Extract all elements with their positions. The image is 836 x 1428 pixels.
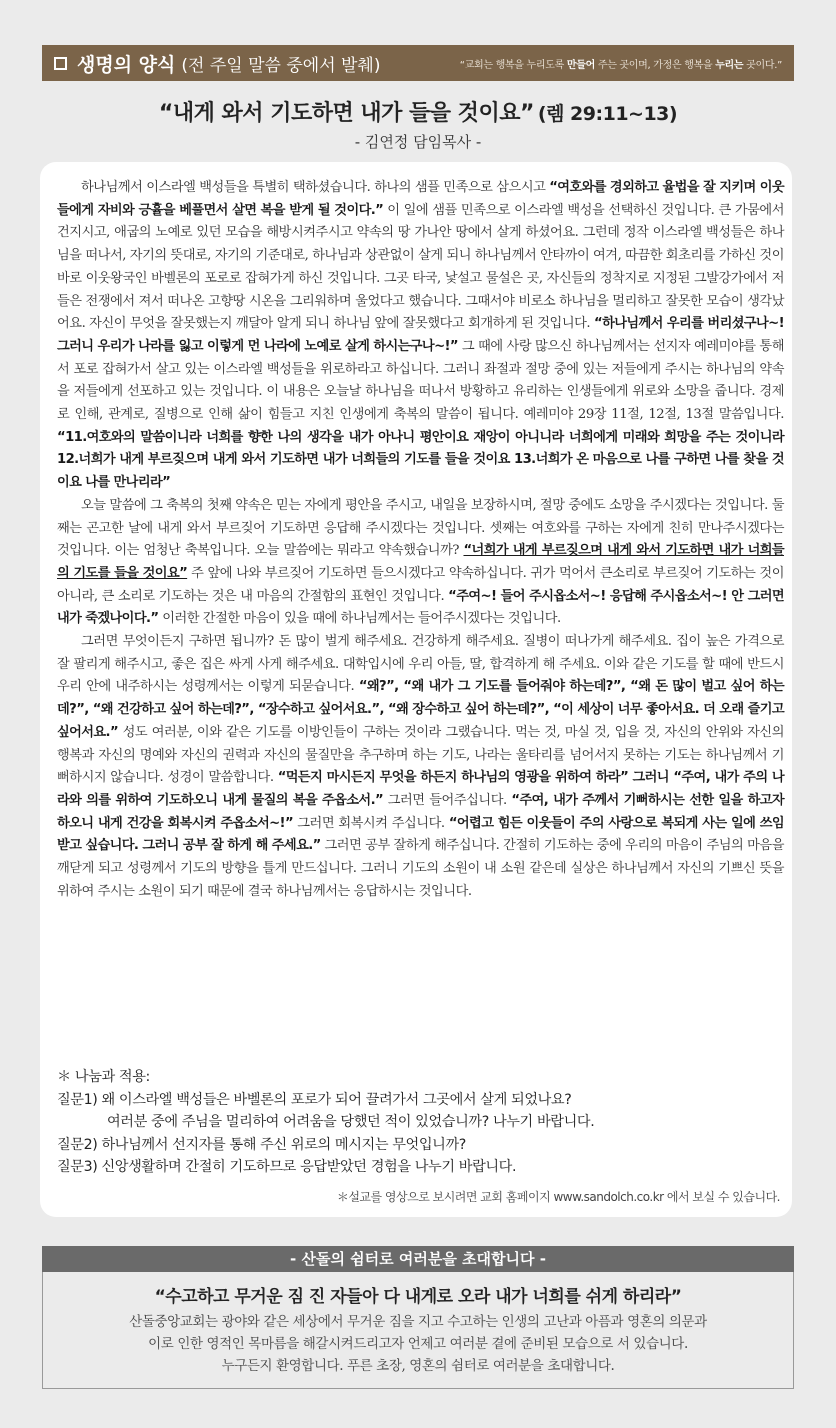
question-1-followup: 여러분 중에 주님을 멀리하여 어려움을 당했던 적이 있었습니까? 나누기 바랍니다. [107, 1114, 595, 1130]
question-3: 질문3) 신앙생활하며 간절히 기도하므로 응답받았던 경험을 나누기 바랍니다. [57, 1159, 517, 1175]
invite-line-3: 누구든지 환영합니다. 푸른 초장, 영혼의 쉼터로 여러분을 초대합니다. [221, 1358, 615, 1374]
video-note: ＊설교를 영상으로 보시려면 교회 홈페이지 www.sandolch.co.kr 에서 보실 수 있습니다. [336, 1190, 780, 1204]
question-1: 질문1) 왜 이스라엘 백성들은 바벨론의 포로가 되어 끌려가서 그곳에서 살게 되었나요? [57, 1091, 572, 1108]
invite-line-1: 산돌중앙교회는 광야와 같은 세상에서 무거운 짐을 지고 수고하는 인생의 고난과 아픔과 영혼의 의문과 [129, 1314, 707, 1330]
sermon-body [57, 177, 784, 904]
question-2: 질문2) 하나님께서 선지자를 통해 주신 위로의 메시지는 무엇입니까? [57, 1136, 466, 1153]
invite-quote: “수고하고 무거운 짐 진 자들아 다 내게로 오라 내가 너희를 쉬게 하리라” [154, 1287, 682, 1307]
invite-box [42, 1272, 794, 1389]
sermon-title-text: “내게 와서 기도하면 내가 들을 것이요” [158, 101, 534, 126]
discussion-questions [57, 1066, 784, 1179]
church-motto: “교회는 행복을 누리도록 만들어 주는 곳이며, 가정은 행복을 누리는 곳이다.” [459, 59, 782, 71]
paragraph-3: 그러면 무엇이든지 구하면 됩니까? 돈 많이 벌게 해주세요. 건강하게 해주세요. 질병이 떠나가게 해주세요. 집이 높은 가격으로 잘 팔리게 해주시고, 좋은 집은 싸게 사게 해주세요. 대학입시에 우리 아들, 딸, 합격하게 해 주세요. 이와 같은 기도를 할 때에 반드시 우리 안에 내주하시는 성령께서는 이렇게 되묻습니다. “왜?”, “왜 내가 그 기도를 들어줘야 하는데?”, “왜 돈 많이 벌고 싶어 하는데?”, “왜 건강하고 싶어 하는데?”, “장수하고 싶어서요.”, “왜 장수하고 싶어 하는데?”, “이 세상이 너무 좋아서요. 더 오래 즐기고 싶어서요.” 성도 여러분, 이와 같은 기도를 이방인들이 구하는 것이라 그랬습니다. 먹는 것, 마실 것, 입을 것, 자신의 안위와 자신의 행복과 자신의 명예와 자신의 권력과 자신의 물질만을 추구하며 하는 기도, 나라는 울타리를 넘어서지 못하는 기도는 하나님께서 기뻐하시지 않습니다. 성경이 말씀합니다. “먹든지 마시든지 무엇을 하든지 하나님의 영광을 위하여 하라” 그러니 “주여, 내가 주의 나라와 의를 위하여 기도하오니 내게 물질의 복을 주옵소서.” 그러면 들어주십니다. “주여, 내가 주께서 기뻐하시는 선한 일을 하고자 하오니 내게 건강을 회복시켜 주옵소서~!” 그러면 회복시켜 주십니다. “어렵고 힘든 이웃들이 주의 사랑으로 복되게 사는 일에 쓰임 받고 싶습니다. 그러니 공부 잘 하게 해 주세요.” 그러면 공부 잘하게 해주십니다. 간절히 기도하는 중에 우리의 마음이 주님의 마음을 깨닫게 되고 성령께서 기도의 방향을 틀게 만드십니다. 그러니 기도의 소원이 내 소원 같은데 실상은 하나님께서 자신의 기쁘신 뜻을 위하여 주시는 소원이 되기 때문에 결국 하나님께서는 응답하시는 것입니다. [57, 634, 785, 899]
invite-line-2: 이로 인한 영적인 목마름을 해갈시켜드리고자 언제고 여러분 곁에 준비된 모습으로 서 있습니다. [148, 1336, 688, 1352]
section-title: 생명의 양식 [77, 53, 176, 76]
invite-banner: - 산돌의 쉼터로 여러분을 초대합니다 - [42, 1246, 794, 1272]
qa-heading: ＊ 나눔과 적용: [57, 1069, 150, 1085]
square-bullet-icon [54, 57, 67, 70]
section-header [42, 45, 794, 81]
sermon-title [0, 96, 836, 127]
section-subtitle: (전 주일 말씀 중에서 발췌) [181, 55, 381, 76]
paragraph-1: 하나님께서 이스라엘 백성들을 특별히 택하셨습니다. 하나의 샘플 민족으로 삼으시고 “여호와를 경외하고 율법을 잘 지키며 이웃들에게 자비와 긍휼을 베풀면서 살면 복을 받게 될 것이다.” 이 일에 샘플 민족으로 이스라엘 백성을 선택하신 것입니다. 큰 가뭄에서 건지시고, 애굽의 노예로 있던 모습을 해방시켜주시고 약속의 땅 가나안 땅에서 살게 하셨어요. 그런데 정작 이스라엘 백성들은 하나님을 떠나서, 자기의 뜻대로, 자기의 기준대로, 하나님과 상관없이 살게 되니 하나님께서 안타까이 여겨, 따끔한 회초리를 가하신 것이 바로 이웃왕국인 바벨론의 포로로 잡혀가게 하신 것입니다. 그곳 타국, 낯설고 물설은 곳, 자신들의 정착지로 지정된 그발강가에서 저들은 전쟁에서 져서 떠나온 고향땅 시온을 그리워하며 울었다고 했습니다. 그때서야 비로소 하나님을 멀리하고 잘못한 모습이 생각났어요. 자신이 무엇을 잘못했는지 깨달아 알게 되니 하나님 앞에 잘못했다고 회개하게 된 것입니다. “하나님께서 우리를 버리셨구나~! 그러니 우리가 나라를 잃고 이렇게 먼 나라에 노예로 살게 하시는구나~!” 그 때에 사랑 많으신 하나님께서는 선지자 예레미야를 통해서 포로 잡혀가서 살고 있는 이스라엘 백성들을 위로하라고 하십니다. 그러니 좌절과 절망 중에 있는 저들에게 주시는 하나님의 약속을 저들에게 선포하고 있는 것입니다. 이 내용은 오늘날 하나님을 떠나서 방황하고 유리하는 인생들에게 위로와 소망을 줍니다. 경제로 인해, 관계로, 질병으로 인해 삶이 힘들고 지친 인생에게 축복의 말씀이 됩니다. 예레미야 29장 11절, 12절, 13절 말씀입니다. “11.여호와의 말씀이니라 너희를 향한 나의 생각을 내가 아나니 평안이요 재앙이 아니니라 너희에게 미래와 희망을 주는 것이니라 12.너희가 내게 부르짖으며 내게 와서 기도하면 내가 너희들의 기도를 들을 것이요 13.너희가 온 마음으로 나를 구하면 나를 찾을 것이요 나를 만나리라” [57, 180, 785, 491]
preacher-name: - 김연정 담임목사 - [354, 133, 482, 151]
paragraph-2: 오늘 말씀에 그 축복의 첫째 약속은 믿는 자에게 평안을 주시고, 내일을 보장하시며, 절망 중에도 소망을 주시겠다는 것입니다. 둘째는 곤고한 날에 내게 와서 부르짖어 기도하면 응답해 주시겠다는 것입니다. 셋째는 여호와를 구하는 자에게 친히 만나주시겠다는 것입니다. 이는 엄청난 축복입니다. 오늘 말씀에는 뭐라고 약속했습니까? “너희가 내게 부르짖으며 내게 와서 기도하면 내가 너희들의 기도를 들을 것이요” 주 앞에 나와 부르짖어 기도하면 들으시겠다고 약속하십니다. 귀가 먹어서 큰소리로 부르짖어 기도하는 것이 아니라, 큰 소리로 기도하는 것은 내 마음의 간절함의 표현인 것입니다. “주여~! 들어 주시옵소서~! 응답해 주시옵소서~! 안 그러면 내가 죽겠나이다.” 이러한 간절한 마음이 있을 때에 하나님께서는 들어주시겠다는 것입니다. [57, 497, 784, 627]
invite-text [43, 1311, 793, 1377]
scripture-reference: (렘 29:11~13) [537, 103, 678, 125]
